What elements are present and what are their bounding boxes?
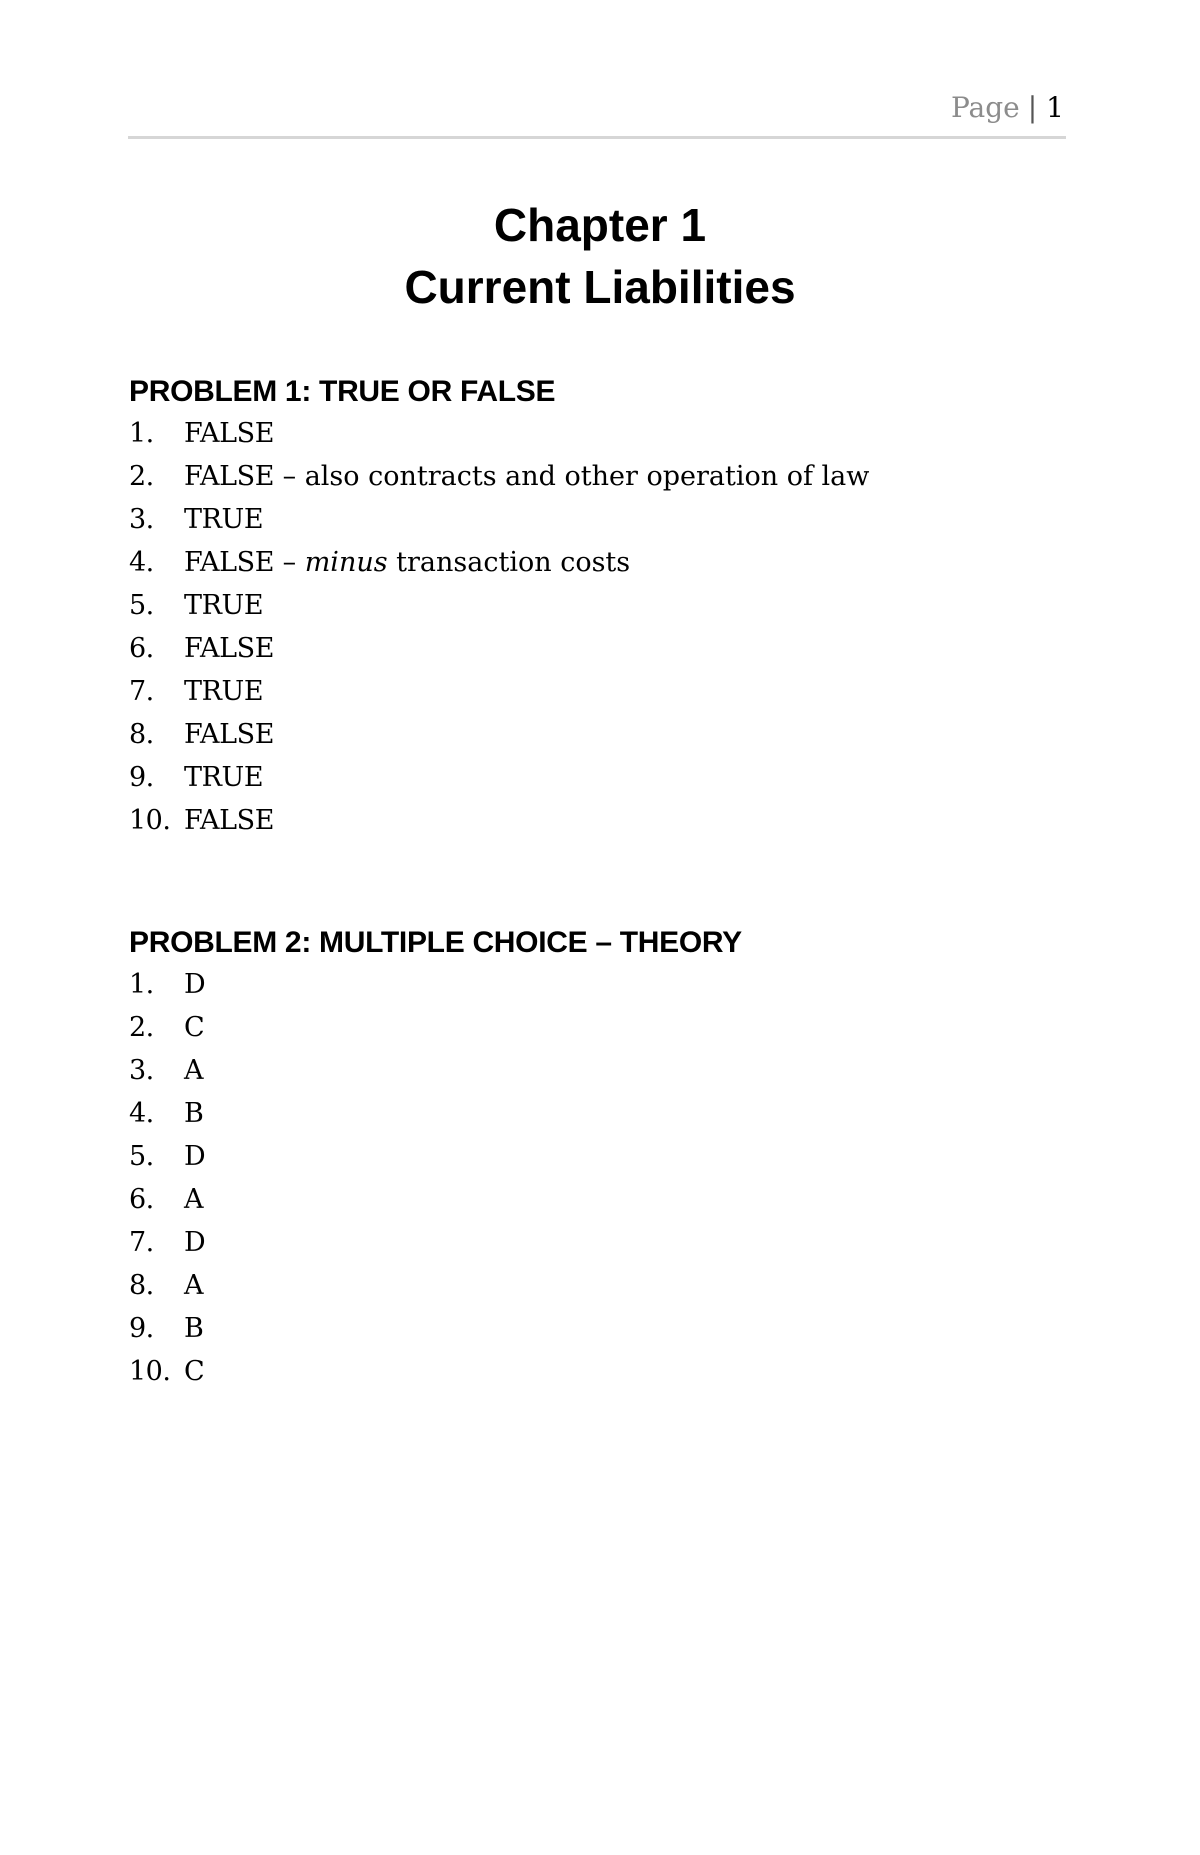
item-answer: FALSE <box>184 719 275 750</box>
problem-1-heading: PROBLEM 1: TRUE OR FALSE <box>129 375 556 408</box>
item-number: 6. <box>129 633 154 664</box>
chapter-subject: Current Liabilities <box>404 261 796 313</box>
answer-item <box>129 1350 1069 1393</box>
item-answer: A <box>184 1055 204 1086</box>
item-number: 9. <box>129 1313 154 1344</box>
item-answer: D <box>184 1227 206 1258</box>
problem-1-answer-list <box>129 412 1069 842</box>
item-answer: FALSE <box>184 461 275 492</box>
answer-item <box>129 1135 1069 1178</box>
answer-item <box>129 713 1069 756</box>
item-answer: TRUE <box>184 762 264 793</box>
item-answer: A <box>184 1184 204 1215</box>
answer-item <box>129 455 1069 498</box>
item-answer: D <box>184 969 206 1000</box>
page-number: 1 <box>1046 91 1064 124</box>
item-number: 5. <box>129 590 154 621</box>
answer-item <box>129 1307 1069 1350</box>
item-number: 9. <box>129 762 154 793</box>
answer-item <box>129 627 1069 670</box>
item-number: 10. <box>129 805 171 836</box>
item-answer: C <box>184 1012 205 1043</box>
item-answer: FALSE <box>184 805 275 836</box>
item-answer: TRUE <box>184 590 264 621</box>
answer-item <box>129 1178 1069 1221</box>
item-number: 7. <box>129 1227 154 1258</box>
answer-item <box>129 541 1069 584</box>
problem-1-section <box>129 372 1069 842</box>
answer-item <box>129 412 1069 455</box>
chapter-title: Chapter 1 <box>493 199 707 251</box>
item-number: 5. <box>129 1141 154 1172</box>
item-note-italic <box>305 541 388 584</box>
page-number-indicator <box>951 92 1064 124</box>
italic-word: minus <box>304 547 388 578</box>
answer-item <box>129 799 1069 842</box>
answer-item <box>129 1049 1069 1092</box>
answer-item <box>129 670 1069 713</box>
item-answer: TRUE <box>184 676 264 707</box>
page-label: Page <box>950 91 1020 124</box>
problem-2-section <box>129 923 1069 1393</box>
answer-item <box>129 498 1069 541</box>
answer-item <box>129 1221 1069 1264</box>
item-answer: C <box>184 1356 205 1387</box>
item-number: 6. <box>129 1184 154 1215</box>
answer-item <box>129 584 1069 627</box>
item-note: transaction costs <box>387 547 631 578</box>
item-number: 4. <box>129 1098 154 1129</box>
item-answer: FALSE <box>184 547 275 578</box>
item-answer: FALSE <box>184 418 275 449</box>
item-dash: – <box>274 547 305 578</box>
item-answer: B <box>184 1313 204 1344</box>
item-answer: FALSE <box>184 633 275 664</box>
page-header <box>128 88 1066 139</box>
item-number: 8. <box>129 1270 154 1301</box>
item-number: 3. <box>129 1055 154 1086</box>
problem-2-heading: PROBLEM 2: MULTIPLE CHOICE – THEORY <box>129 926 742 959</box>
item-answer: TRUE <box>184 504 264 535</box>
item-number: 2. <box>129 461 154 492</box>
item-number: 2. <box>129 1012 154 1043</box>
item-number: 4. <box>129 547 154 578</box>
item-number: 10. <box>129 1356 171 1387</box>
item-number: 8. <box>129 719 154 750</box>
item-number: 1. <box>129 418 154 449</box>
answer-item <box>129 963 1069 1006</box>
item-answer: D <box>184 1141 206 1172</box>
answer-item <box>129 756 1069 799</box>
item-answer: B <box>184 1098 204 1129</box>
answer-item <box>129 1264 1069 1307</box>
answer-item <box>129 1092 1069 1135</box>
item-number: 7. <box>129 676 154 707</box>
item-number: 3. <box>129 504 154 535</box>
item-note: also contracts and other operation of law <box>304 461 870 492</box>
problem-2-answer-list <box>129 963 1069 1393</box>
item-answer: A <box>184 1270 204 1301</box>
item-number: 1. <box>129 969 154 1000</box>
item-dash: – <box>274 461 305 492</box>
answer-item <box>129 1006 1069 1049</box>
page-separator: | <box>1027 91 1038 124</box>
